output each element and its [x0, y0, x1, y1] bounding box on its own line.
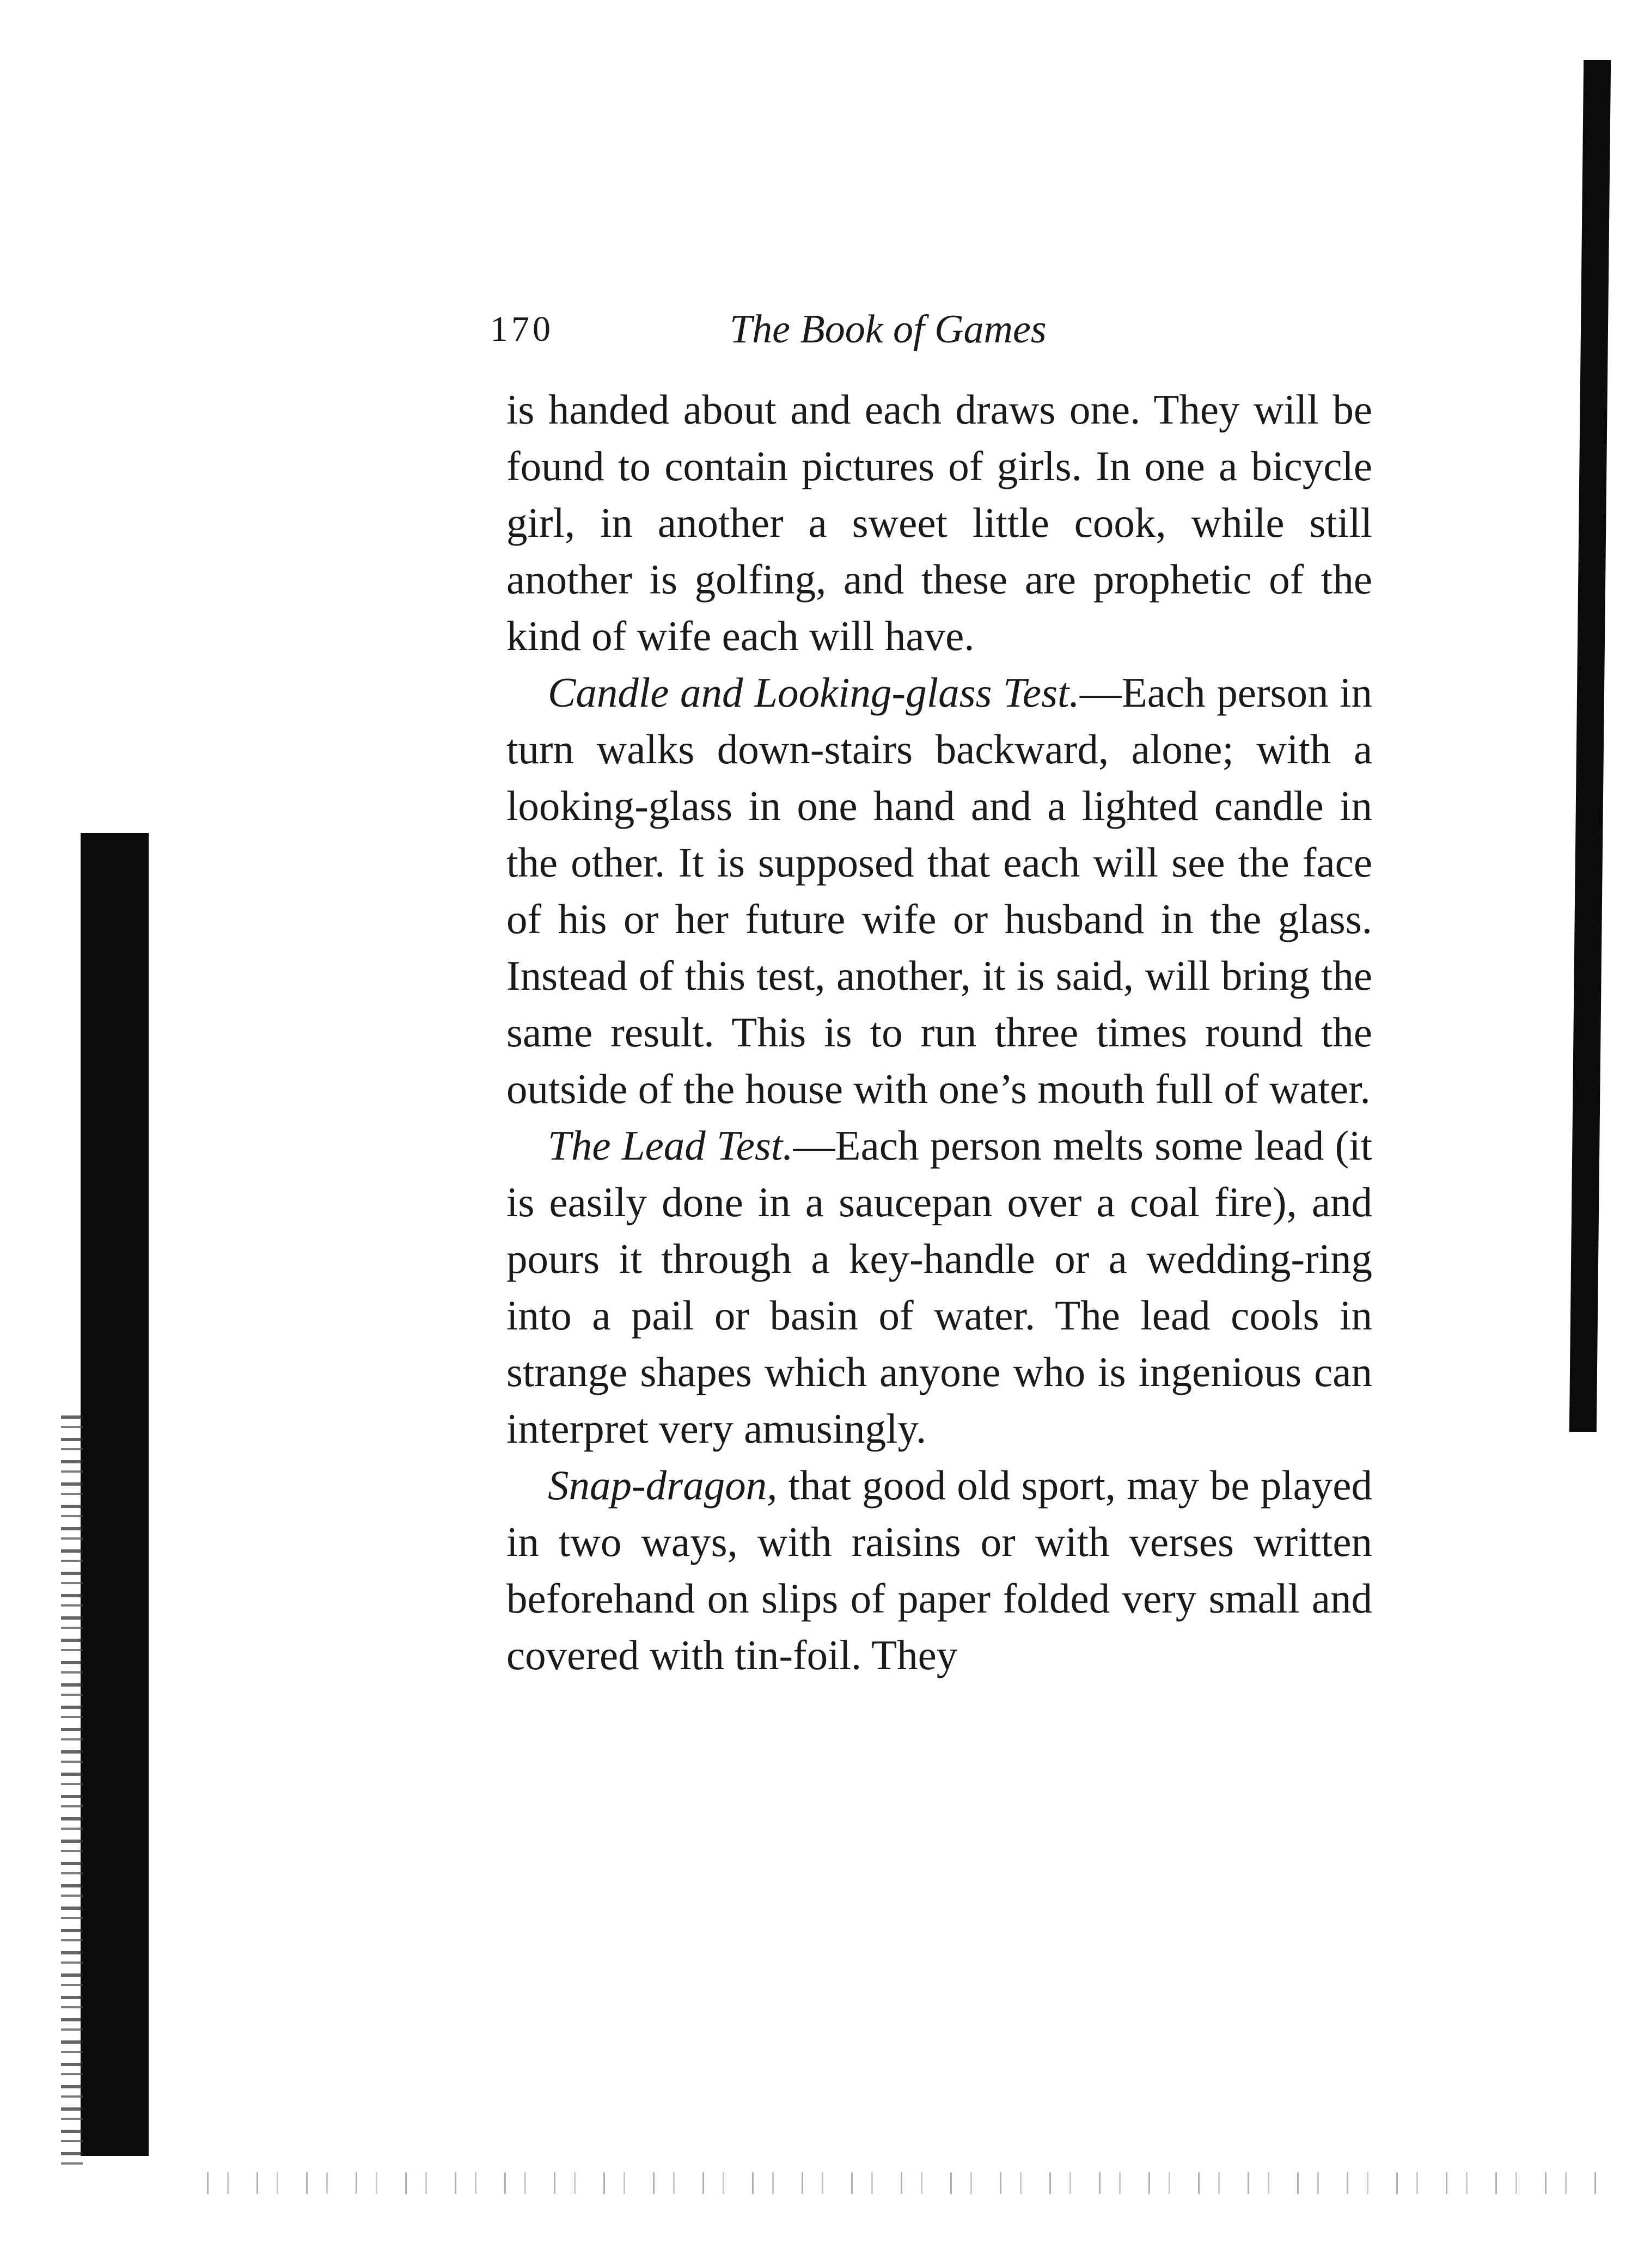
body-text — [506, 381, 1372, 1683]
paragraph-text: —Each person melts some lead (it is easily done in a saucepan over a coal fire), and pours it through a key-handle or a wedding-ring into a pail or basin of water. The lead cools in strange shapes which anyone who is ingenious can interpret very amusingly. — [506, 1122, 1372, 1452]
paragraph-lead: Snap-dragon, — [548, 1462, 778, 1509]
paragraph — [506, 664, 1372, 1117]
paragraph-text: that good old sport, may be played in two ways, with raisins or with verses written beforehand on slips of paper folded very small and covered with tin-foil. They — [506, 1462, 1372, 1678]
scan-edge-shadow-right — [1569, 60, 1611, 1432]
book-title: The Book of Games — [730, 307, 1047, 352]
running-head — [490, 305, 1416, 354]
paragraph-text: —Each person in turn walks down-stairs backward, alone; with a looking-glass in one hand and a lighted candle in the other. It is supposed that each will see the face of his or her future wife or husband in the glass. Instead of this test, another, it is said, will bring the same result. This is to run three times round the outside of the house with one’s mouth full of water. — [506, 669, 1372, 1112]
paragraph-lead: The Lead Test. — [548, 1122, 793, 1169]
scan-noise-left — [61, 1415, 83, 2167]
scan-noise-bottom — [207, 2172, 1601, 2194]
paragraph-text: is handed about and each draws one. They will be found to contain pictures of girls. In one a bicycle girl, in another a sweet little cook, while still another is golfing, and these are prophetic of the kind of wife each will have. — [506, 386, 1372, 659]
page-number: 170 — [490, 309, 554, 349]
paragraph-lead: Candle and Looking-glass Test. — [548, 669, 1080, 716]
scan-edge-shadow-left — [81, 833, 149, 2156]
paragraph — [506, 1457, 1372, 1683]
paragraph — [506, 381, 1372, 664]
paragraph — [506, 1117, 1372, 1457]
